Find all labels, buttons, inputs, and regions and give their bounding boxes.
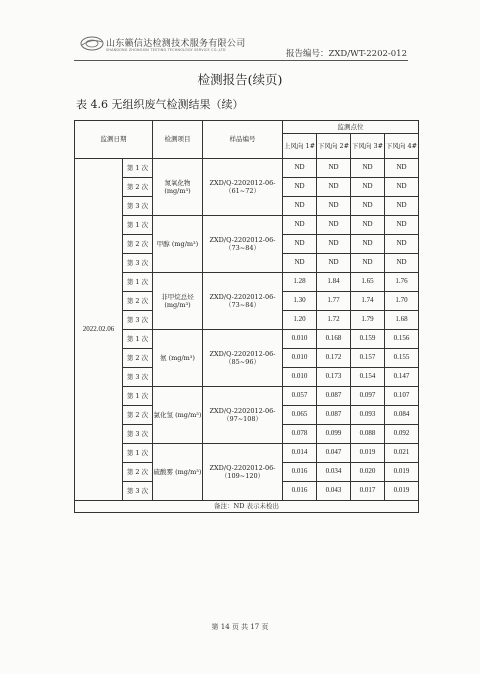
result-value: ND [317, 216, 351, 235]
result-value: ND [351, 197, 385, 216]
sample-id: ZXD/Q-2202012-06-（73~84） [203, 273, 283, 330]
result-value: 1.76 [385, 273, 419, 292]
sample-id: ZXD/Q-2202012-06-（97~108） [203, 387, 283, 444]
result-value: ND [385, 216, 419, 235]
result-value: 1.68 [385, 311, 419, 330]
result-value: 0.088 [351, 425, 385, 444]
round-label: 第 3 次 [123, 254, 153, 273]
result-value: 0.099 [317, 425, 351, 444]
header-point-1: 上风向 1# [283, 134, 317, 159]
report-number: 报告编号：ZXD/WT-2202-012 [285, 49, 407, 59]
round-label: 第 2 次 [123, 235, 153, 254]
result-value: ND [385, 178, 419, 197]
result-value: ND [283, 216, 317, 235]
round-label: 第 1 次 [123, 330, 153, 349]
header-item: 检测项目 [153, 121, 203, 159]
result-value: 0.065 [283, 406, 317, 425]
result-value: 0.097 [351, 387, 385, 406]
result-value: 0.019 [385, 482, 419, 501]
result-value: 0.010 [283, 330, 317, 349]
round-label: 第 3 次 [123, 197, 153, 216]
result-value: 0.172 [317, 349, 351, 368]
round-label: 第 2 次 [123, 463, 153, 482]
result-value: 1.72 [317, 311, 351, 330]
sample-id: ZXD/Q-2202012-06-（61~72） [203, 159, 283, 216]
header-date: 监测日期 [75, 121, 153, 159]
result-value: 0.157 [351, 349, 385, 368]
header-divider [74, 60, 408, 61]
page-number: 第 14 页 共 17 页 [211, 623, 269, 631]
sample-id: ZXD/Q-2202012-06-（109~120） [203, 444, 283, 501]
result-value: 0.043 [317, 482, 351, 501]
result-value: ND [351, 159, 385, 178]
result-value: 0.107 [385, 387, 419, 406]
result-value: 0.057 [283, 387, 317, 406]
test-item: 氨 (mg/m³) [153, 330, 203, 387]
round-label: 第 1 次 [123, 159, 153, 178]
round-label: 第 2 次 [123, 406, 153, 425]
table-caption: 表 4.6 无组织废气检测结果（续） [76, 98, 244, 111]
result-value: ND [283, 197, 317, 216]
company-name: 山东籁信达检测技术服务有限公司 [106, 39, 246, 49]
results-table [74, 120, 419, 513]
result-value: 0.093 [351, 406, 385, 425]
result-value: 1.20 [283, 311, 317, 330]
round-label: 第 3 次 [123, 482, 153, 501]
table-row [75, 330, 419, 349]
result-value: ND [351, 178, 385, 197]
round-label: 第 3 次 [123, 368, 153, 387]
header-point-3: 下风向 3# [351, 134, 385, 159]
test-item: 氮氧化物 (mg/m³) [153, 159, 203, 216]
round-label: 第 1 次 [123, 387, 153, 406]
result-value: 0.020 [351, 463, 385, 482]
company-name-en: SHANDONG ZHONGXIN TESTING TECHNOLOGY SERVICE CO.,LTD [106, 48, 226, 52]
result-value: 1.70 [385, 292, 419, 311]
result-value: ND [317, 235, 351, 254]
result-value: ND [283, 159, 317, 178]
table-note: 备注：ND 表示未检出 [75, 501, 419, 513]
sample-id: ZXD/Q-2202012-06-（85~96） [203, 330, 283, 387]
test-item: 硫酸雾 (mg/m³) [153, 444, 203, 501]
round-label: 第 1 次 [123, 216, 153, 235]
result-value: 1.74 [351, 292, 385, 311]
result-value: ND [351, 216, 385, 235]
sample-id: ZXD/Q-2202012-06-（73~84） [203, 216, 283, 273]
result-value: ND [317, 197, 351, 216]
table-row [75, 216, 419, 235]
result-value: 0.010 [283, 349, 317, 368]
result-value: 0.173 [317, 368, 351, 387]
result-value: 0.014 [283, 444, 317, 463]
result-value: 0.154 [351, 368, 385, 387]
result-value: 1.28 [283, 273, 317, 292]
result-value: 0.159 [351, 330, 385, 349]
result-value: 0.084 [385, 406, 419, 425]
result-value: ND [385, 254, 419, 273]
result-value: 0.047 [317, 444, 351, 463]
table-row [75, 444, 419, 463]
result-value: ND [317, 159, 351, 178]
result-value: ND [317, 178, 351, 197]
test-item: 甲醇 (mg/m³) [153, 216, 203, 273]
result-value: 0.147 [385, 368, 419, 387]
table-row [75, 273, 419, 292]
result-value: 1.79 [351, 311, 385, 330]
result-value: 0.087 [317, 406, 351, 425]
result-value: 1.30 [283, 292, 317, 311]
test-item: 氯化氢 (mg/m³) [153, 387, 203, 444]
round-label: 第 2 次 [123, 178, 153, 197]
page-title: 检测报告(续页) [197, 72, 283, 87]
result-value: 0.017 [351, 482, 385, 501]
table-row [75, 159, 419, 178]
result-value: 0.087 [317, 387, 351, 406]
result-value: 1.65 [351, 273, 385, 292]
monitoring-date: 2022.02.06 [75, 159, 123, 501]
round-label: 第 2 次 [123, 292, 153, 311]
header-point-4: 下风向 4# [385, 134, 419, 159]
result-value: 0.019 [351, 444, 385, 463]
result-value: 0.019 [385, 463, 419, 482]
result-value: 0.034 [317, 463, 351, 482]
header-points: 监测点位 [283, 121, 419, 134]
result-value: 0.016 [283, 482, 317, 501]
result-value: ND [283, 235, 317, 254]
result-value: 0.010 [283, 368, 317, 387]
round-label: 第 1 次 [123, 444, 153, 463]
round-label: 第 1 次 [123, 273, 153, 292]
result-value: ND [385, 197, 419, 216]
result-value: 0.156 [385, 330, 419, 349]
result-value: 0.092 [385, 425, 419, 444]
result-value: 0.078 [283, 425, 317, 444]
result-value: ND [283, 254, 317, 273]
table-row [75, 387, 419, 406]
result-value: 0.155 [385, 349, 419, 368]
round-label: 第 3 次 [123, 425, 153, 444]
company-logo-icon [80, 36, 104, 51]
test-item: 非甲烷总烃 (mg/m³) [153, 273, 203, 330]
result-value: ND [351, 235, 385, 254]
result-value: ND [283, 178, 317, 197]
round-label: 第 3 次 [123, 311, 153, 330]
header-point-2: 下风向 2# [317, 134, 351, 159]
result-value: 1.84 [317, 273, 351, 292]
result-value: ND [317, 254, 351, 273]
result-value: ND [385, 159, 419, 178]
result-value: 0.016 [283, 463, 317, 482]
header-sample: 样品编号 [203, 121, 283, 159]
result-value: 0.168 [317, 330, 351, 349]
round-label: 第 2 次 [123, 349, 153, 368]
result-value: 0.021 [385, 444, 419, 463]
result-value: 1.77 [317, 292, 351, 311]
result-value: ND [351, 254, 385, 273]
result-value: ND [385, 235, 419, 254]
